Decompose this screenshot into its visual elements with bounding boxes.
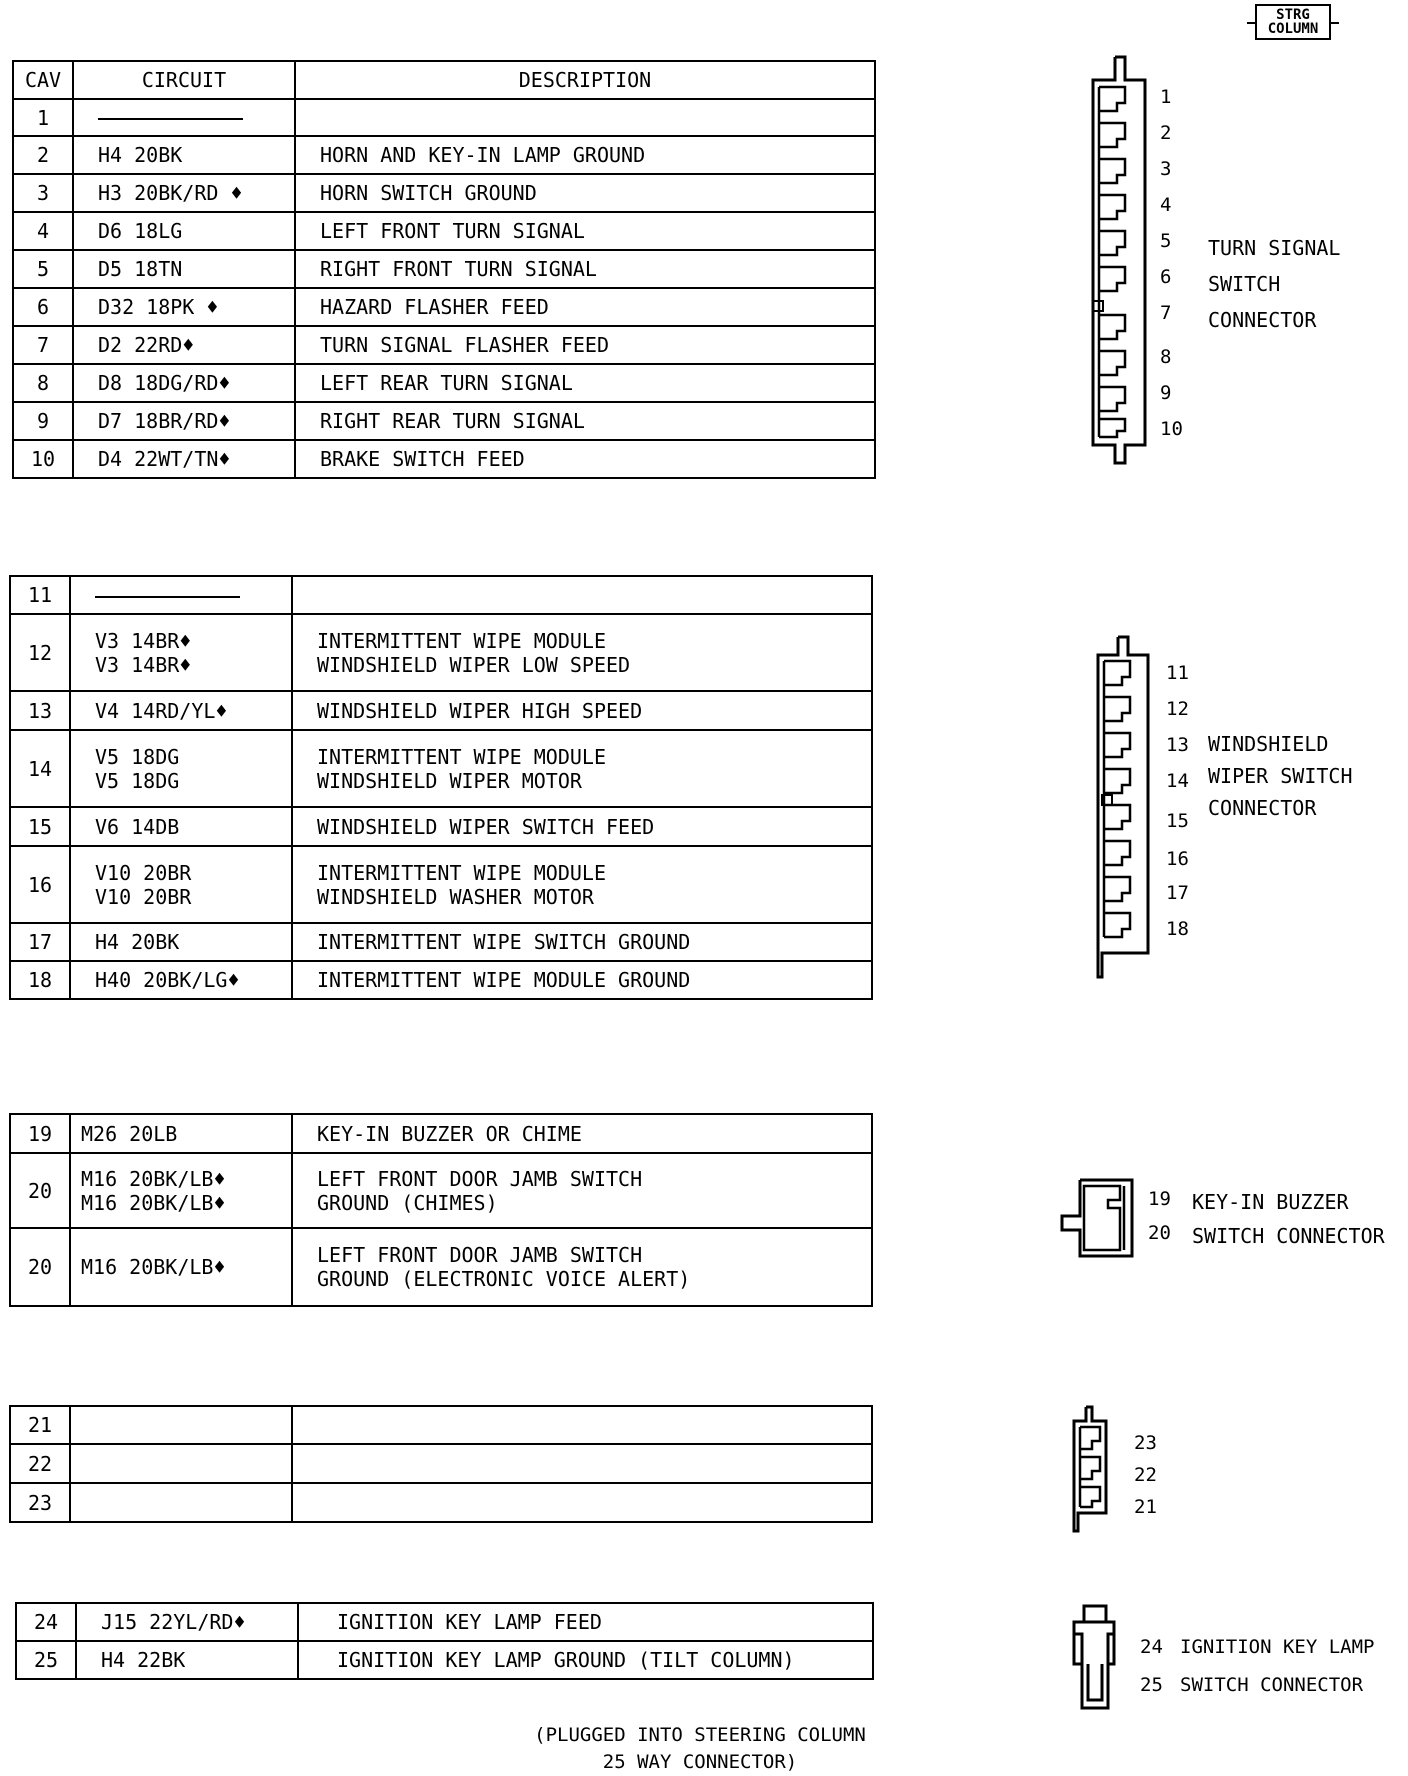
description-cell bbox=[292, 1444, 872, 1483]
table-row bbox=[13, 136, 875, 174]
buzzer-connector-icon bbox=[1060, 1178, 1140, 1258]
cav-cell: 23 bbox=[10, 1483, 70, 1522]
pin-label: 3 bbox=[1160, 158, 1172, 180]
circuit-cell bbox=[70, 1406, 292, 1444]
description-cell: HORN SWITCH GROUND bbox=[295, 174, 875, 212]
table-row bbox=[10, 614, 872, 691]
empty-wiring-table bbox=[9, 1405, 873, 1523]
circuit-cell: D6 18LG bbox=[73, 212, 295, 250]
ignition-connector-label: IGNITION KEY LAMP SWITCH CONNECTOR bbox=[1180, 1636, 1375, 1696]
description-cell: HAZARD FLASHER FEED bbox=[295, 288, 875, 326]
description-cell bbox=[295, 99, 875, 136]
circuit-cell: H4 22BK bbox=[76, 1641, 298, 1679]
description-line: INTERMITTENT WIPE MODULE bbox=[317, 860, 606, 885]
pin-label: 21 bbox=[1134, 1496, 1157, 1518]
table-row bbox=[13, 326, 875, 364]
cav-cell: 4 bbox=[13, 212, 73, 250]
description-cell: KEY-IN BUZZER OR CHIME bbox=[292, 1114, 872, 1153]
description-cell: RIGHT FRONT TURN SIGNAL bbox=[295, 250, 875, 288]
table-row bbox=[10, 923, 872, 961]
description-line: WINDSHIELD WIPER MOTOR bbox=[317, 768, 582, 793]
header-cav: CAV bbox=[13, 61, 73, 99]
description-line: GROUND (CHIMES) bbox=[317, 1190, 498, 1215]
circuit-cell bbox=[70, 614, 292, 691]
description-line: WINDSHIELD WASHER MOTOR bbox=[317, 884, 594, 909]
pin-label: 5 bbox=[1160, 230, 1172, 252]
pin-label: 16 bbox=[1166, 848, 1189, 870]
cav-cell: 6 bbox=[13, 288, 73, 326]
pin-label: 19 bbox=[1148, 1188, 1171, 1210]
cav-cell: 1 bbox=[13, 99, 73, 136]
cav-cell: 17 bbox=[10, 923, 70, 961]
pin-label: 10 bbox=[1160, 418, 1183, 440]
circuit-cell: D32 18PK ♦ bbox=[73, 288, 295, 326]
table-row bbox=[10, 1153, 872, 1228]
cav-cell: 19 bbox=[10, 1114, 70, 1153]
table-row bbox=[10, 1228, 872, 1306]
cav-cell: 15 bbox=[10, 807, 70, 846]
circuit-line: V3 14BR♦ bbox=[95, 628, 192, 653]
cav-cell: 20 bbox=[10, 1228, 70, 1306]
pin-label: 7 bbox=[1160, 302, 1172, 324]
cav-cell: 7 bbox=[13, 326, 73, 364]
pin-label: 20 bbox=[1148, 1222, 1171, 1244]
pin-label: 8 bbox=[1160, 346, 1172, 368]
circuit-cell: D5 18TN bbox=[73, 250, 295, 288]
table-row bbox=[13, 250, 875, 288]
wiper-connector-label: WINDSHIELD WIPER SWITCH CONNECTOR bbox=[1208, 732, 1353, 820]
circuit-cell: H4 20BK bbox=[73, 136, 295, 174]
circuit-cell bbox=[70, 1444, 292, 1483]
description-cell bbox=[292, 846, 872, 923]
circuit-line: V5 18DG bbox=[95, 768, 180, 793]
description-cell bbox=[292, 1228, 872, 1306]
circuit-line: M16 20BK/LB♦ bbox=[81, 1190, 226, 1215]
description-cell bbox=[292, 730, 872, 807]
wiper-connector-icon bbox=[1090, 635, 1160, 980]
table-row bbox=[10, 807, 872, 846]
description-cell: IGNITION KEY LAMP GROUND (TILT COLUMN) bbox=[298, 1641, 873, 1679]
cav-cell: 2 bbox=[13, 136, 73, 174]
description-cell: HORN AND KEY-IN LAMP GROUND bbox=[295, 136, 875, 174]
circuit-line: V3 14BR♦ bbox=[95, 652, 192, 677]
description-cell bbox=[292, 1406, 872, 1444]
circuit-cell: V6 14DB bbox=[70, 807, 292, 846]
pin-label: 22 bbox=[1134, 1464, 1157, 1486]
cav-cell: 9 bbox=[13, 402, 73, 440]
pin-label: 13 bbox=[1166, 734, 1189, 756]
table-row bbox=[10, 846, 872, 923]
cav-cell: 21 bbox=[10, 1406, 70, 1444]
table-row bbox=[13, 288, 875, 326]
description-cell: INTERMITTENT WIPE MODULE GROUND bbox=[292, 961, 872, 999]
pin-label: 1 bbox=[1160, 86, 1172, 108]
cav-cell: 25 bbox=[16, 1641, 76, 1679]
cav-cell: 16 bbox=[10, 846, 70, 923]
circuit-cell: H40 20BK/LG♦ bbox=[70, 961, 292, 999]
pin-label: 11 bbox=[1166, 662, 1189, 684]
table-row bbox=[10, 691, 872, 730]
circuit-cell: V4 14RD/YL♦ bbox=[70, 691, 292, 730]
circuit-cell: H3 20BK/RD ♦ bbox=[73, 174, 295, 212]
table-row bbox=[13, 402, 875, 440]
pin-label: 2 bbox=[1160, 122, 1172, 144]
circuit-cell: D7 18BR/RD♦ bbox=[73, 402, 295, 440]
description-cell: WINDSHIELD WIPER HIGH SPEED bbox=[292, 691, 872, 730]
cav-cell: 22 bbox=[10, 1444, 70, 1483]
circuit-line: V10 20BR bbox=[95, 860, 192, 885]
description-line: LEFT FRONT DOOR JAMB SWITCH bbox=[317, 1166, 643, 1191]
pin-label: 15 bbox=[1166, 810, 1189, 832]
pin-label: 25 bbox=[1140, 1674, 1163, 1696]
pin-label: 12 bbox=[1166, 698, 1189, 720]
table-row bbox=[10, 576, 872, 614]
table-row bbox=[13, 440, 875, 478]
circuit-cell: M16 20BK/LB♦ bbox=[70, 1228, 292, 1306]
description-cell: WINDSHIELD WIPER SWITCH FEED bbox=[292, 807, 872, 846]
table-row bbox=[10, 730, 872, 807]
header-description: DESCRIPTION bbox=[295, 61, 875, 99]
circuit-cell: D8 18DG/RD♦ bbox=[73, 364, 295, 402]
circuit-cell bbox=[70, 1483, 292, 1522]
circuit-cell bbox=[73, 99, 295, 136]
description-cell: RIGHT REAR TURN SIGNAL bbox=[295, 402, 875, 440]
circuit-line: M16 20BK/LB♦ bbox=[81, 1166, 226, 1191]
wiper-wiring-table bbox=[9, 575, 873, 1000]
description-cell bbox=[292, 1153, 872, 1228]
circuit-line: V10 20BR bbox=[95, 884, 192, 909]
description-cell bbox=[292, 614, 872, 691]
pin-label: 14 bbox=[1166, 770, 1189, 792]
cav-cell: 5 bbox=[13, 250, 73, 288]
cav-cell: 14 bbox=[10, 730, 70, 807]
circuit-cell: D4 22WT/TN♦ bbox=[73, 440, 295, 478]
table-row bbox=[16, 1603, 873, 1641]
circuit-cell bbox=[70, 846, 292, 923]
description-line: GROUND (ELECTRONIC VOICE ALERT) bbox=[317, 1267, 691, 1291]
cav-cell: 8 bbox=[13, 364, 73, 402]
description-cell: BRAKE SWITCH FEED bbox=[295, 440, 875, 478]
turn-signal-connector-label: TURN SIGNAL SWITCH CONNECTOR bbox=[1208, 236, 1341, 332]
table-row bbox=[10, 1444, 872, 1483]
description-cell: IGNITION KEY LAMP FEED bbox=[298, 1603, 873, 1641]
description-line: INTERMITTENT WIPE MODULE bbox=[317, 628, 606, 653]
header-circuit: CIRCUIT bbox=[73, 61, 295, 99]
description-cell bbox=[292, 576, 872, 614]
cav-cell: 13 bbox=[10, 691, 70, 730]
pin-label: 18 bbox=[1166, 918, 1189, 940]
buzzer-connector-label: KEY-IN BUZZER SWITCH CONNECTOR bbox=[1192, 1190, 1385, 1248]
three-pin-connector-icon bbox=[1068, 1405, 1128, 1535]
cav-cell: 12 bbox=[10, 614, 70, 691]
circuit-cell bbox=[70, 730, 292, 807]
circuit-cell bbox=[70, 1153, 292, 1228]
buzzer-wiring-table bbox=[9, 1113, 873, 1307]
description-cell bbox=[292, 1483, 872, 1522]
table-row bbox=[10, 1114, 872, 1153]
cav-cell: 18 bbox=[10, 961, 70, 999]
table-row bbox=[10, 961, 872, 999]
circuit-cell: M26 20LB bbox=[70, 1114, 292, 1153]
table-row bbox=[10, 1483, 872, 1522]
description-cell: LEFT REAR TURN SIGNAL bbox=[295, 364, 875, 402]
description-cell: TURN SIGNAL FLASHER FEED bbox=[295, 326, 875, 364]
description-line: LEFT FRONT DOOR JAMB SWITCH bbox=[317, 1243, 643, 1267]
cav-cell: 24 bbox=[16, 1603, 76, 1641]
pin-label: 6 bbox=[1160, 266, 1172, 288]
circuit-cell: J15 22YL/RD♦ bbox=[76, 1603, 298, 1641]
table-row bbox=[13, 212, 875, 250]
table-row bbox=[10, 1406, 872, 1444]
circuit-cell bbox=[70, 576, 292, 614]
cav-cell: 3 bbox=[13, 174, 73, 212]
table-row bbox=[13, 99, 875, 136]
cav-cell: 20 bbox=[10, 1153, 70, 1228]
pin-label: 24 bbox=[1140, 1636, 1163, 1658]
table-row bbox=[13, 364, 875, 402]
pin-label: 9 bbox=[1160, 382, 1172, 404]
circuit-line: V5 18DG bbox=[95, 744, 180, 769]
table-row bbox=[13, 174, 875, 212]
description-cell: LEFT FRONT TURN SIGNAL bbox=[295, 212, 875, 250]
pin-label: 23 bbox=[1134, 1432, 1157, 1454]
ignition-lamp-wiring-table bbox=[15, 1602, 874, 1680]
table-row bbox=[16, 1641, 873, 1679]
description-line: WINDSHIELD WIPER LOW SPEED bbox=[317, 652, 631, 677]
turn-signal-wiring-table bbox=[12, 60, 876, 479]
description-cell: INTERMITTENT WIPE SWITCH GROUND bbox=[292, 923, 872, 961]
pin-label: 4 bbox=[1160, 194, 1172, 216]
ignition-connector-icon bbox=[1064, 1604, 1124, 1714]
cav-cell: 11 bbox=[10, 576, 70, 614]
circuit-cell: H4 20BK bbox=[70, 923, 292, 961]
cav-cell: 10 bbox=[13, 440, 73, 478]
circuit-cell: D2 22RD♦ bbox=[73, 326, 295, 364]
pin-label: 17 bbox=[1166, 882, 1189, 904]
footer-note: (PLUGGED INTO STEERING COLUMN 25 WAY CONNECTOR) bbox=[534, 1724, 866, 1773]
strg-column-tag: STRG COLUMN bbox=[1255, 4, 1331, 40]
turn-signal-connector-icon bbox=[1085, 55, 1155, 465]
description-line: INTERMITTENT WIPE MODULE bbox=[317, 744, 606, 769]
